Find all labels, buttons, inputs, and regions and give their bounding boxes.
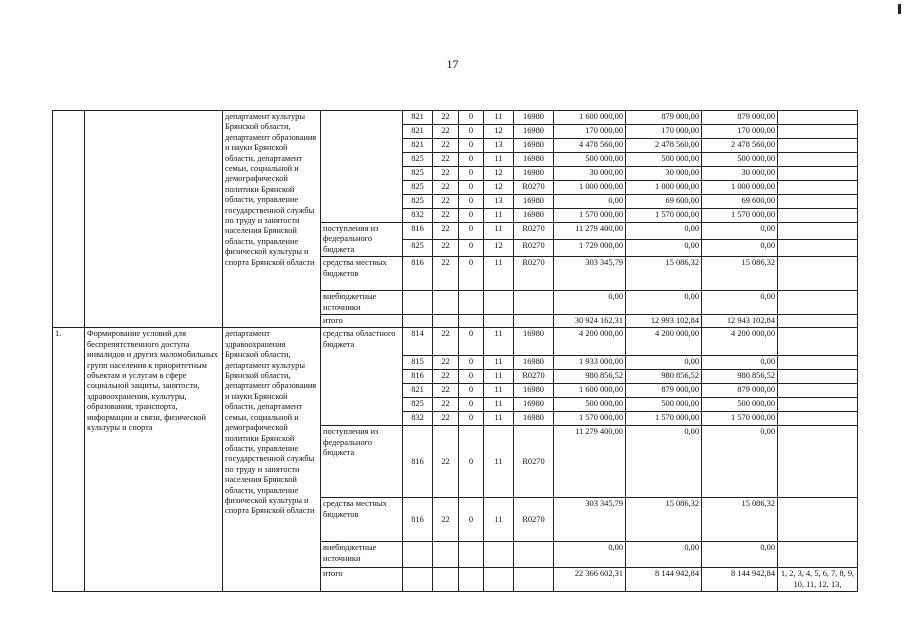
code-cell-e: 16980	[514, 328, 554, 356]
value-cell-v2: 1 570 000,00	[626, 412, 702, 426]
extra-cell	[778, 111, 858, 125]
code-cell-e: R0270	[514, 223, 554, 240]
extra-cell	[778, 125, 858, 139]
code-cell-d: 11	[484, 209, 514, 223]
code-cell-c: 0	[459, 139, 484, 153]
code-cell-b: 22	[433, 125, 459, 139]
code-cell-e: 16980	[514, 139, 554, 153]
code-cell-a: 821	[403, 111, 433, 125]
code-cell-d: 11	[484, 498, 514, 542]
value-cell-v3: 1 570 000,00	[702, 209, 778, 223]
code-cell-e: R0270	[514, 181, 554, 195]
source-local: средства местных бюджетов	[321, 257, 403, 291]
value-cell-v1: 0,00	[554, 291, 626, 315]
code-cell-e: 16980	[514, 356, 554, 370]
code-cell-a: 821	[403, 384, 433, 398]
code-cell-a	[403, 542, 433, 568]
value-cell-v3: 170 000,00	[702, 125, 778, 139]
value-cell-v3: 1 000 000,00	[702, 181, 778, 195]
value-cell-v2: 170 000,00	[626, 125, 702, 139]
value-cell-v2: 0,00	[626, 240, 702, 257]
value-cell-v1: 30 000,00	[554, 167, 626, 181]
extra-cell	[778, 240, 858, 257]
code-cell-c: 0	[459, 384, 484, 398]
value-cell-v3: 500 000,00	[702, 398, 778, 412]
code-cell-e: R0270	[514, 498, 554, 542]
code-cell-c: 0	[459, 111, 484, 125]
code-cell-e: 16980	[514, 153, 554, 167]
value-cell-v3: 0,00	[702, 223, 778, 240]
code-cell-c: 0	[459, 426, 484, 498]
value-cell-v3: 980 856,52	[702, 370, 778, 384]
value-cell-v2: 0,00	[626, 426, 702, 498]
value-cell-v2: 1 000 000,00	[626, 181, 702, 195]
source-federal: поступления из федерального бюджета	[321, 426, 403, 498]
code-cell-b	[433, 315, 459, 328]
value-cell-v2: 0,00	[626, 542, 702, 568]
value-cell-v2: 15 086,32	[626, 498, 702, 542]
value-cell-v2: 12 993 102,84	[626, 315, 702, 328]
value-cell-v3: 30 000,00	[702, 167, 778, 181]
value-cell-v3: 0,00	[702, 426, 778, 498]
code-cell-b: 22	[433, 240, 459, 257]
code-cell-e: R0270	[514, 240, 554, 257]
code-cell-c: 0	[459, 167, 484, 181]
code-cell-d: 11	[484, 398, 514, 412]
code-cell-d: 11	[484, 426, 514, 498]
code-cell-d: 11	[484, 370, 514, 384]
value-cell-v3: 69 600,00	[702, 195, 778, 209]
code-cell-a: 816	[403, 370, 433, 384]
code-cell-e: 16980	[514, 167, 554, 181]
value-cell-v1: 500 000,00	[554, 398, 626, 412]
code-cell-d: 11	[484, 153, 514, 167]
value-cell-v3: 500 000,00	[702, 153, 778, 167]
code-cell-e: R0270	[514, 370, 554, 384]
extra-cell	[778, 195, 858, 209]
value-cell-v2: 15 086,32	[626, 257, 702, 291]
code-cell-a	[403, 291, 433, 315]
code-cell-b: 22	[433, 384, 459, 398]
value-cell-v1: 1 000 000,00	[554, 181, 626, 195]
code-cell-a: 814	[403, 328, 433, 356]
code-cell-d	[484, 315, 514, 328]
source-cell	[321, 111, 403, 223]
source-local: средства местных бюджетов	[321, 498, 403, 542]
value-cell-v2: 0,00	[626, 223, 702, 240]
code-cell-d: 12	[484, 125, 514, 139]
extra-cell	[778, 181, 858, 195]
code-cell-c: 0	[459, 125, 484, 139]
value-cell-v2: 0,00	[626, 356, 702, 370]
code-cell-a: 816	[403, 223, 433, 240]
code-cell-d: 11	[484, 412, 514, 426]
code-cell-c: 0	[459, 209, 484, 223]
department-cell: департамент здравоохранения Брянской области, департамент культуры Брянской области, департамент образования и науки Брянской области, департамент семьи, социальной и демографической политики Брянской области, управление государственной службы по труду и занятости населения Брянской области, управление физической культуры и спорта Брянской области	[223, 328, 321, 592]
code-cell-b: 22	[433, 153, 459, 167]
value-cell-v3: 2 478 560,00	[702, 139, 778, 153]
code-cell-b: 22	[433, 139, 459, 153]
code-cell-c: 0	[459, 498, 484, 542]
code-cell-d: 11	[484, 384, 514, 398]
row-number-cell	[53, 111, 85, 328]
code-cell-d: 11	[484, 111, 514, 125]
code-cell-b: 22	[433, 370, 459, 384]
extra-cell	[778, 426, 858, 498]
code-cell-e: 16980	[514, 384, 554, 398]
extra-cell	[778, 223, 858, 240]
value-cell-v2: 500 000,00	[626, 153, 702, 167]
code-cell-a: 825	[403, 398, 433, 412]
task-references: 1, 2, 3, 4, 5, 6, 7, 8, 9, 10, 11, 12, 13,	[778, 568, 858, 592]
value-cell-v1: 1 600 000,00	[554, 111, 626, 125]
code-cell-a: 825	[403, 153, 433, 167]
extra-cell	[778, 542, 858, 568]
code-cell-e	[514, 568, 554, 592]
block-2	[53, 328, 858, 592]
code-cell-b: 22	[433, 181, 459, 195]
value-cell-v1: 1 570 000,00	[554, 209, 626, 223]
total-label: итого	[321, 568, 403, 592]
extra-cell	[778, 356, 858, 370]
value-cell-v3: 879 000,00	[702, 111, 778, 125]
value-cell-v1: 1 600 000,00	[554, 384, 626, 398]
value-cell-v2: 30 000,00	[626, 167, 702, 181]
scan-edge-mark	[898, 4, 901, 14]
value-cell-v1: 1 570 000,00	[554, 412, 626, 426]
value-cell-v2: 879 000,00	[626, 111, 702, 125]
total-label: итого	[321, 315, 403, 328]
source-federal: поступления из федерального бюджета	[321, 223, 403, 257]
code-cell-a: 825	[403, 240, 433, 257]
code-cell-b: 22	[433, 223, 459, 240]
code-cell-c: 0	[459, 181, 484, 195]
value-cell-v1: 980 856,52	[554, 370, 626, 384]
value-cell-v1: 11 279 400,00	[554, 223, 626, 240]
code-cell-a: 821	[403, 139, 433, 153]
code-cell-c: 0	[459, 328, 484, 356]
department-cell: департамент культуры Брянской области, департамент образования и науки Брянской области, департамент семьи, социальной и демографической политики Брянской области, управление государственной службы по труду и занятости населения Брянской области, управление физической культуры и спорта Брянской области	[223, 111, 321, 328]
code-cell-a: 825	[403, 181, 433, 195]
extra-cell	[778, 167, 858, 181]
row-number: 1.	[53, 328, 85, 592]
code-cell-b	[433, 542, 459, 568]
extra-cell	[778, 291, 858, 315]
value-cell-v3: 0,00	[702, 240, 778, 257]
code-cell-e	[514, 291, 554, 315]
source-extra: внебюджетные источники	[321, 291, 403, 315]
budget-table	[52, 110, 858, 592]
code-cell-d: 13	[484, 139, 514, 153]
code-cell-c: 0	[459, 240, 484, 257]
source-extra: внебюджетные источники	[321, 542, 403, 568]
code-cell-d: 12	[484, 240, 514, 257]
value-cell-v3: 0,00	[702, 542, 778, 568]
value-cell-v1: 1 933 000,00	[554, 356, 626, 370]
code-cell-b: 22	[433, 167, 459, 181]
code-cell-d: 11	[484, 356, 514, 370]
code-cell-c: 0	[459, 223, 484, 240]
value-cell-v3: 0,00	[702, 356, 778, 370]
page-number: 17	[446, 57, 459, 71]
value-cell-v1: 11 279 400,00	[554, 426, 626, 498]
measure-title-cell	[85, 111, 223, 328]
value-cell-v1: 170 000,00	[554, 125, 626, 139]
extra-cell	[778, 153, 858, 167]
extra-cell	[778, 412, 858, 426]
code-cell-b: 22	[433, 111, 459, 125]
value-cell-v2: 8 144 942,84	[626, 568, 702, 592]
code-cell-e: R0270	[514, 426, 554, 498]
code-cell-e: 16980	[514, 195, 554, 209]
value-cell-v1: 303 345,79	[554, 257, 626, 291]
value-cell-v2: 879 000,00	[626, 384, 702, 398]
code-cell-c: 0	[459, 370, 484, 384]
code-cell-d: 11	[484, 328, 514, 356]
code-cell-b: 22	[433, 328, 459, 356]
value-cell-v1: 0,00	[554, 195, 626, 209]
value-cell-v3: 0,00	[702, 291, 778, 315]
value-cell-v3: 15 086,32	[702, 257, 778, 291]
code-cell-b: 22	[433, 195, 459, 209]
code-cell-d	[484, 568, 514, 592]
code-cell-c	[459, 291, 484, 315]
code-cell-e	[514, 315, 554, 328]
code-cell-b	[433, 568, 459, 592]
code-cell-b	[433, 291, 459, 315]
value-cell-v1: 30 924 162,31	[554, 315, 626, 328]
value-cell-v2: 0,00	[626, 291, 702, 315]
extra-cell	[778, 328, 858, 356]
code-cell-e: 16980	[514, 398, 554, 412]
extra-cell	[778, 209, 858, 223]
code-cell-e: 16980	[514, 209, 554, 223]
value-cell-v3: 4 200 000,00	[702, 328, 778, 356]
value-cell-v3: 12 943 102,84	[702, 315, 778, 328]
code-cell-a: 816	[403, 257, 433, 291]
code-cell-b: 22	[433, 257, 459, 291]
value-cell-v3: 15 086,32	[702, 498, 778, 542]
code-cell-e: 16980	[514, 412, 554, 426]
value-cell-v2: 69 600,00	[626, 195, 702, 209]
code-cell-c	[459, 568, 484, 592]
extra-cell	[778, 257, 858, 291]
code-cell-e	[514, 542, 554, 568]
code-cell-c: 0	[459, 412, 484, 426]
code-cell-d	[484, 291, 514, 315]
code-cell-c: 0	[459, 356, 484, 370]
value-cell-v2: 2 478 560,00	[626, 139, 702, 153]
extra-cell	[778, 384, 858, 398]
code-cell-b: 22	[433, 412, 459, 426]
value-cell-v2: 980 856,52	[626, 370, 702, 384]
value-cell-v3: 879 000,00	[702, 384, 778, 398]
value-cell-v3: 1 570 000,00	[702, 412, 778, 426]
value-cell-v1: 1 729 000,00	[554, 240, 626, 257]
value-cell-v3: 8 144 942,84	[702, 568, 778, 592]
code-cell-d: 11	[484, 223, 514, 240]
value-cell-v1: 500 000,00	[554, 153, 626, 167]
code-cell-a: 821	[403, 125, 433, 139]
value-cell-v1: 22 366 602,31	[554, 568, 626, 592]
code-cell-a: 832	[403, 412, 433, 426]
code-cell-e: R0270	[514, 257, 554, 291]
extra-cell	[778, 498, 858, 542]
code-cell-a: 815	[403, 356, 433, 370]
code-cell-a	[403, 315, 433, 328]
code-cell-c: 0	[459, 398, 484, 412]
code-cell-e: 16980	[514, 125, 554, 139]
code-cell-c: 0	[459, 257, 484, 291]
code-cell-a	[403, 568, 433, 592]
code-cell-d: 13	[484, 195, 514, 209]
code-cell-a: 816	[403, 426, 433, 498]
code-cell-b: 22	[433, 356, 459, 370]
value-cell-v2: 1 570 000,00	[626, 209, 702, 223]
value-cell-v1: 0,00	[554, 542, 626, 568]
code-cell-a: 816	[403, 498, 433, 542]
code-cell-a: 832	[403, 209, 433, 223]
value-cell-v1: 4 200 000,00	[554, 328, 626, 356]
code-cell-e: 16980	[514, 111, 554, 125]
code-cell-b: 22	[433, 398, 459, 412]
code-cell-a: 825	[403, 195, 433, 209]
source-regional: средства областного бюджета	[321, 328, 403, 426]
block-1	[53, 111, 858, 328]
extra-cell	[778, 370, 858, 384]
code-cell-c: 0	[459, 153, 484, 167]
code-cell-b: 22	[433, 209, 459, 223]
value-cell-v2: 4 200 000,00	[626, 328, 702, 356]
extra-cell	[778, 315, 858, 328]
code-cell-c	[459, 542, 484, 568]
code-cell-b: 22	[433, 426, 459, 498]
value-cell-v1: 303 345,79	[554, 498, 626, 542]
extra-cell	[778, 398, 858, 412]
code-cell-d	[484, 542, 514, 568]
code-cell-c: 0	[459, 195, 484, 209]
value-cell-v2: 500 000,00	[626, 398, 702, 412]
value-cell-v1: 4 478 560,00	[554, 139, 626, 153]
measure-title: Формирование условий для беспрепятственного доступа инвалидов и других маломобильных групп населения к приоритетным объектам и услугам в сфере социальной защиты, занятости, здравоохранения, культуры, образования, транспорта, информации и связи, физической культуры и спорта	[85, 328, 223, 592]
code-cell-d: 11	[484, 257, 514, 291]
code-cell-c	[459, 315, 484, 328]
code-cell-d: 12	[484, 167, 514, 181]
extra-cell	[778, 139, 858, 153]
code-cell-a: 825	[403, 167, 433, 181]
code-cell-b: 22	[433, 498, 459, 542]
code-cell-d: 12	[484, 181, 514, 195]
